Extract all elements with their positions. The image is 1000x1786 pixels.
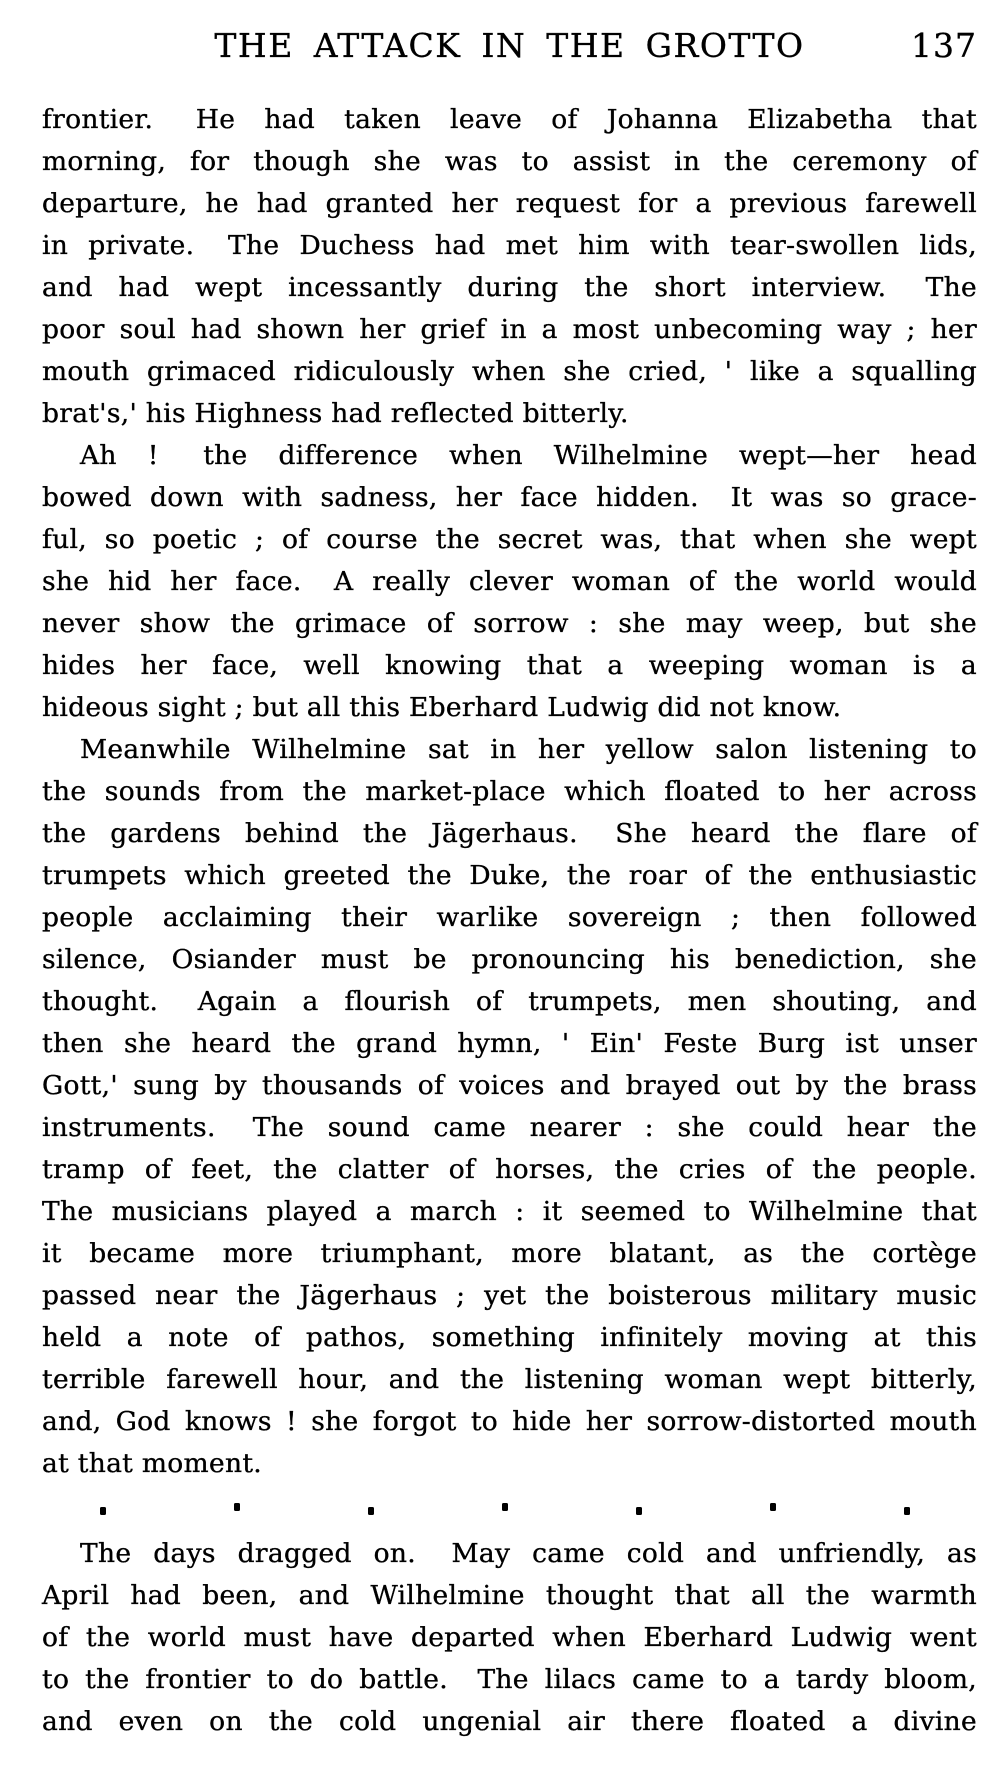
text-line: hides her face, well knowing that a weeping woman is a bbox=[42, 650, 977, 681]
paragraph bbox=[42, 1533, 977, 1743]
section-break-dot bbox=[502, 1503, 508, 1511]
text-line: she hid her face. A really clever woman of the world would bbox=[42, 566, 977, 597]
section-break bbox=[42, 1485, 977, 1533]
text-line: and even on the cold ungenial air there floated a divine bbox=[42, 1706, 977, 1737]
section-break-dot bbox=[368, 1507, 374, 1515]
text-line: silence, Osiander must be pronouncing his benediction, she bbox=[42, 944, 977, 975]
text-line: bowed down with sadness, her face hidden. It was so grace- bbox=[42, 482, 977, 513]
text-line: Gott,' sung by thousands of voices and brayed out by the brass bbox=[42, 1070, 977, 1101]
text-line: then she heard the grand hymn, ' Ein' Feste Burg ist unser bbox=[42, 1028, 977, 1059]
text-line: terrible farewell hour, and the listening woman wept bitterly, bbox=[42, 1364, 977, 1395]
text-line: it became more triumphant, more blatant, as the cortège bbox=[42, 1238, 977, 1269]
text-line: April had been, and Wilhelmine thought that all the warmth bbox=[42, 1580, 977, 1611]
text-line: tramp of feet, the clatter of horses, the cries of the people. bbox=[42, 1154, 977, 1185]
text-line: of the world must have departed when Eberhard Ludwig went bbox=[42, 1622, 977, 1653]
paragraph bbox=[42, 435, 977, 729]
paragraph bbox=[42, 729, 977, 1485]
text-line: trumpets which greeted the Duke, the roar of the enthusiastic bbox=[42, 860, 977, 891]
text-line: passed near the Jägerhaus ; yet the boisterous military music bbox=[42, 1280, 977, 1311]
text-line: mouth grimaced ridiculously when she cried, ' like a squalling bbox=[42, 356, 977, 387]
text-line: thought. Again a flourish of trumpets, men shouting, and bbox=[42, 986, 977, 1017]
text-line: people acclaiming their warlike sovereign ; then followed bbox=[42, 902, 977, 933]
text-line: to the frontier to do battle. The lilacs came to a tardy bloom, bbox=[42, 1664, 977, 1695]
text-line: the sounds from the market-place which floated to her across bbox=[42, 776, 977, 807]
text-line: hideous sight ; but all this Eberhard Ludwig did not know. bbox=[42, 692, 842, 723]
body-text bbox=[42, 99, 977, 1743]
text-line: morning, for though she was to assist in the ceremony of bbox=[42, 146, 977, 177]
text-line: and had wept incessantly during the short interview. The bbox=[42, 272, 977, 303]
text-line: Ah ! the difference when Wilhelmine wept—her head bbox=[80, 440, 977, 471]
text-line: The musicians played a march : it seemed to Wilhelmine that bbox=[42, 1196, 977, 1227]
text-line: frontier. He had taken leave of Johanna Elizabetha that bbox=[42, 104, 977, 135]
text-line: at that moment. bbox=[42, 1448, 262, 1479]
text-line: and, God knows ! she forgot to hide her sorrow-distorted mouth bbox=[42, 1406, 977, 1437]
paragraph bbox=[42, 99, 977, 435]
text-line: ful, so poetic ; of course the secret was, that when she wept bbox=[42, 524, 977, 555]
page-header bbox=[42, 26, 977, 65]
text-line: brat's,' his Highness had reflected bitterly. bbox=[42, 398, 629, 429]
text-line: held a note of pathos, something infinitely moving at this bbox=[42, 1322, 977, 1353]
text-line: departure, he had granted her request for a previous farewell bbox=[42, 188, 977, 219]
text-line: in private. The Duchess had met him with tear-swollen lids, bbox=[42, 230, 977, 261]
text-line: the gardens behind the Jägerhaus. She heard the flare of bbox=[42, 818, 977, 849]
text-line: poor soul had shown her grief in a most unbecoming way ; her bbox=[42, 314, 977, 345]
section-break-dot bbox=[100, 1507, 106, 1515]
text-line: instruments. The sound came nearer : she could hear the bbox=[42, 1112, 977, 1143]
text-line: never show the grimace of sorrow : she may weep, but she bbox=[42, 608, 977, 639]
section-break-dot bbox=[904, 1507, 910, 1515]
section-break-dot bbox=[636, 1507, 642, 1515]
text-line: The days dragged on. May came cold and unfriendly, as bbox=[80, 1538, 977, 1569]
section-break-dot bbox=[234, 1503, 240, 1511]
page-number: 137 bbox=[911, 26, 977, 65]
running-title: THE ATTACK IN THE GROTTO bbox=[214, 26, 805, 65]
text-line: Meanwhile Wilhelmine sat in her yellow salon listening to bbox=[80, 734, 977, 765]
section-break-dot bbox=[770, 1503, 776, 1511]
